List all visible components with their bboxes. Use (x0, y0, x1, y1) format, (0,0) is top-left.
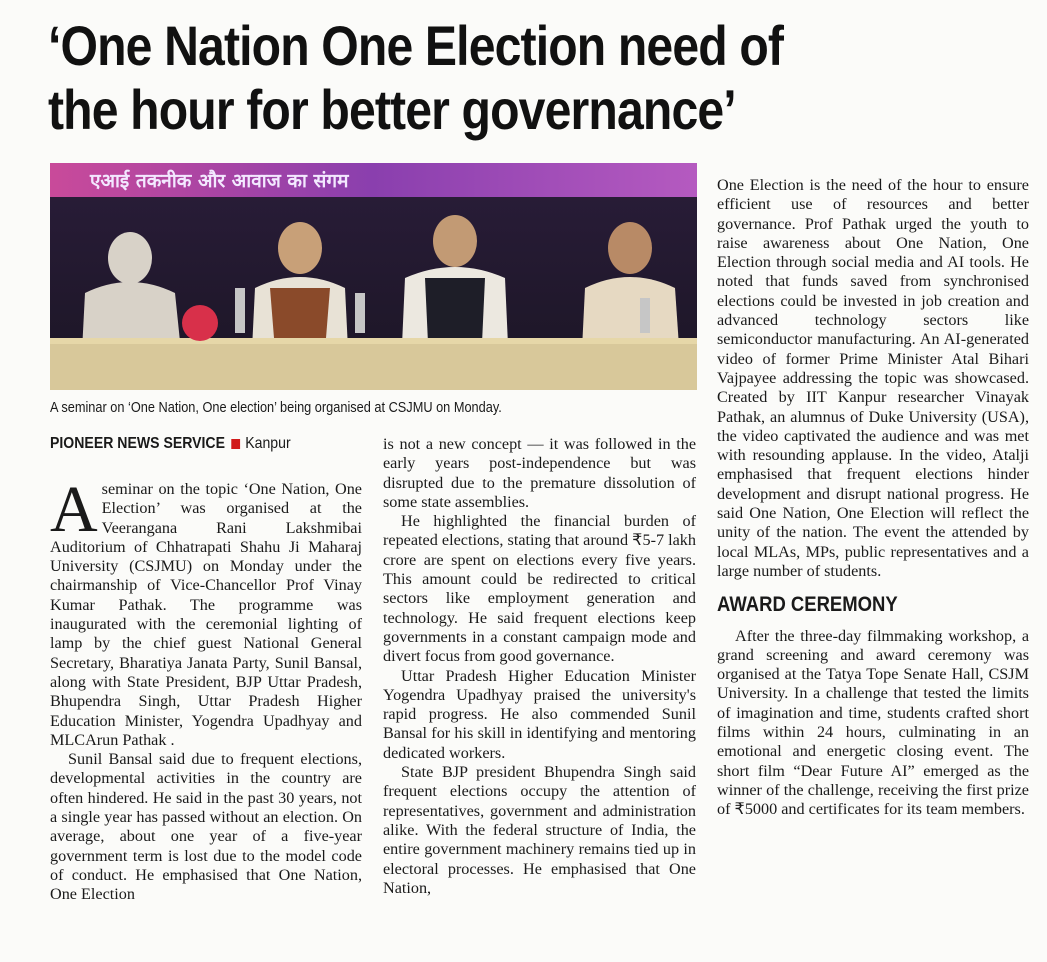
paragraph-5-continued: One Election is the need of the hour to ensure efficient use of resources and better governance. Prof Pathak urged the youth to raise awareness about One Nation, One Election through social media and AI tools. He noted that funds saved from synchronised elections could be invested in job creation and advanced technology sectors like semiconductor manufacturing. An AI-generated video of former Prime Minister Atal Bihari Vajpayee addressing the topic was showcased. Created by IIT Kanpur researcher Vinayak Pathak, an alumnus of Duke University (USA), the video captivated the audience and was met with resounding applause. In the video, Atalji emphasised that frequent elections hinder development and disrupt national progress. He said One Nation, One Election will reflect the unity of the nation. The event the attended by local MLAs, MPs, public representatives and a large number of students. (717, 176, 1029, 580)
byline-service: PIONEER NEWS SERVICE (50, 435, 225, 452)
paragraph-6: After the three-day filmmaking workshop, a grand screening and award ceremony was organised at the Tatya Tope Senate Hall, CSJM University. In a challenge that tested the limits of imagination and time, students crafted short films within 24 hours, culminating in an emotional and energetic closing event. The short film “Dear Future AI” emerged as the winner of the challenge, receiving the first prize of ₹5000 and certificates for its team members. (717, 626, 1029, 819)
paragraph-1 (50, 473, 362, 750)
paragraph-3: He highlighted the financial burden of repeated elections, stating that around ₹5-7 lakh crore are spent on elections every five years. This amount could be redirected to critical sectors like employment generation and technology. He said frequent elections keep governments in a constant campaign mode and divert focus from good governance. (383, 512, 696, 666)
banner-text: एआई तकनीक और आवाज का संगम (90, 170, 349, 192)
headline-line-2: the hour for better governance’ (48, 78, 736, 141)
seminar-stage-illustration (50, 163, 697, 390)
byline-location: Kanpur (245, 435, 291, 452)
paragraph-4: Uttar Pradesh Higher Education Minister Yogendra Upadhyay praised the university's rapid progress. He also commended Sunil Bansal for his skill in identifying and mentoring dedicated workers. (383, 666, 696, 762)
headline (48, 14, 874, 142)
column-3 (717, 176, 1029, 820)
paragraph-2: Sunil Bansal said due to frequent elections, developmental activities in the country are often hindered. He said in the past 30 years, not a single year has passed without an election. On average, about one year of a five-year government term is lost due to the model code of conduct. He emphasised that One Nation, One Election (50, 750, 362, 904)
byline (50, 435, 291, 453)
paragraph-2-continued: is not a new concept — it was followed in the early years post-independence but was disrupted due to the premature dissolution of some state assemblies. (383, 435, 696, 511)
drop-cap: A (50, 473, 98, 546)
headline-line-1: ‘One Nation One Election need of (48, 14, 784, 77)
paragraph-1-text: seminar on the topic ‘One Nation, One Election’ was organised at the Veerangana Rani Lakshmibai Auditorium of Chhatrapati Shahu Ji Maharaj University (CSJMU) on Monday under the chairmanship of Vice-Chancellor Prof Vinay Kumar Pathak. The programme was inaugurated with the ceremonial lighting of lamp by the chief guest National General Secretary, Bharatiya Janata Party, Sunil Bansal, along with State President, BJP Uttar Pradesh, Bhupendra Singh, Uttar Pradesh Higher Education Minister, Yogendra Upadhyay and MLCArun Pathak . (50, 480, 362, 749)
byline-square-icon (231, 439, 240, 449)
news-photo (50, 163, 697, 390)
photo-caption: A seminar on ‘One Nation, One election’ being organised at CSJMU on Monday. (50, 400, 502, 416)
paragraph-5: State BJP president Bhupendra Singh said frequent elections occupy the attention of representatives, government and administration alike. With the federal structure of India, the entire government machinery remains tied up in electoral processes. He emphasised that One Nation, (383, 763, 696, 897)
subheading-award-ceremony: AWARD CEREMONY (717, 593, 898, 617)
column-2 (383, 435, 696, 898)
column-1 (50, 473, 362, 905)
